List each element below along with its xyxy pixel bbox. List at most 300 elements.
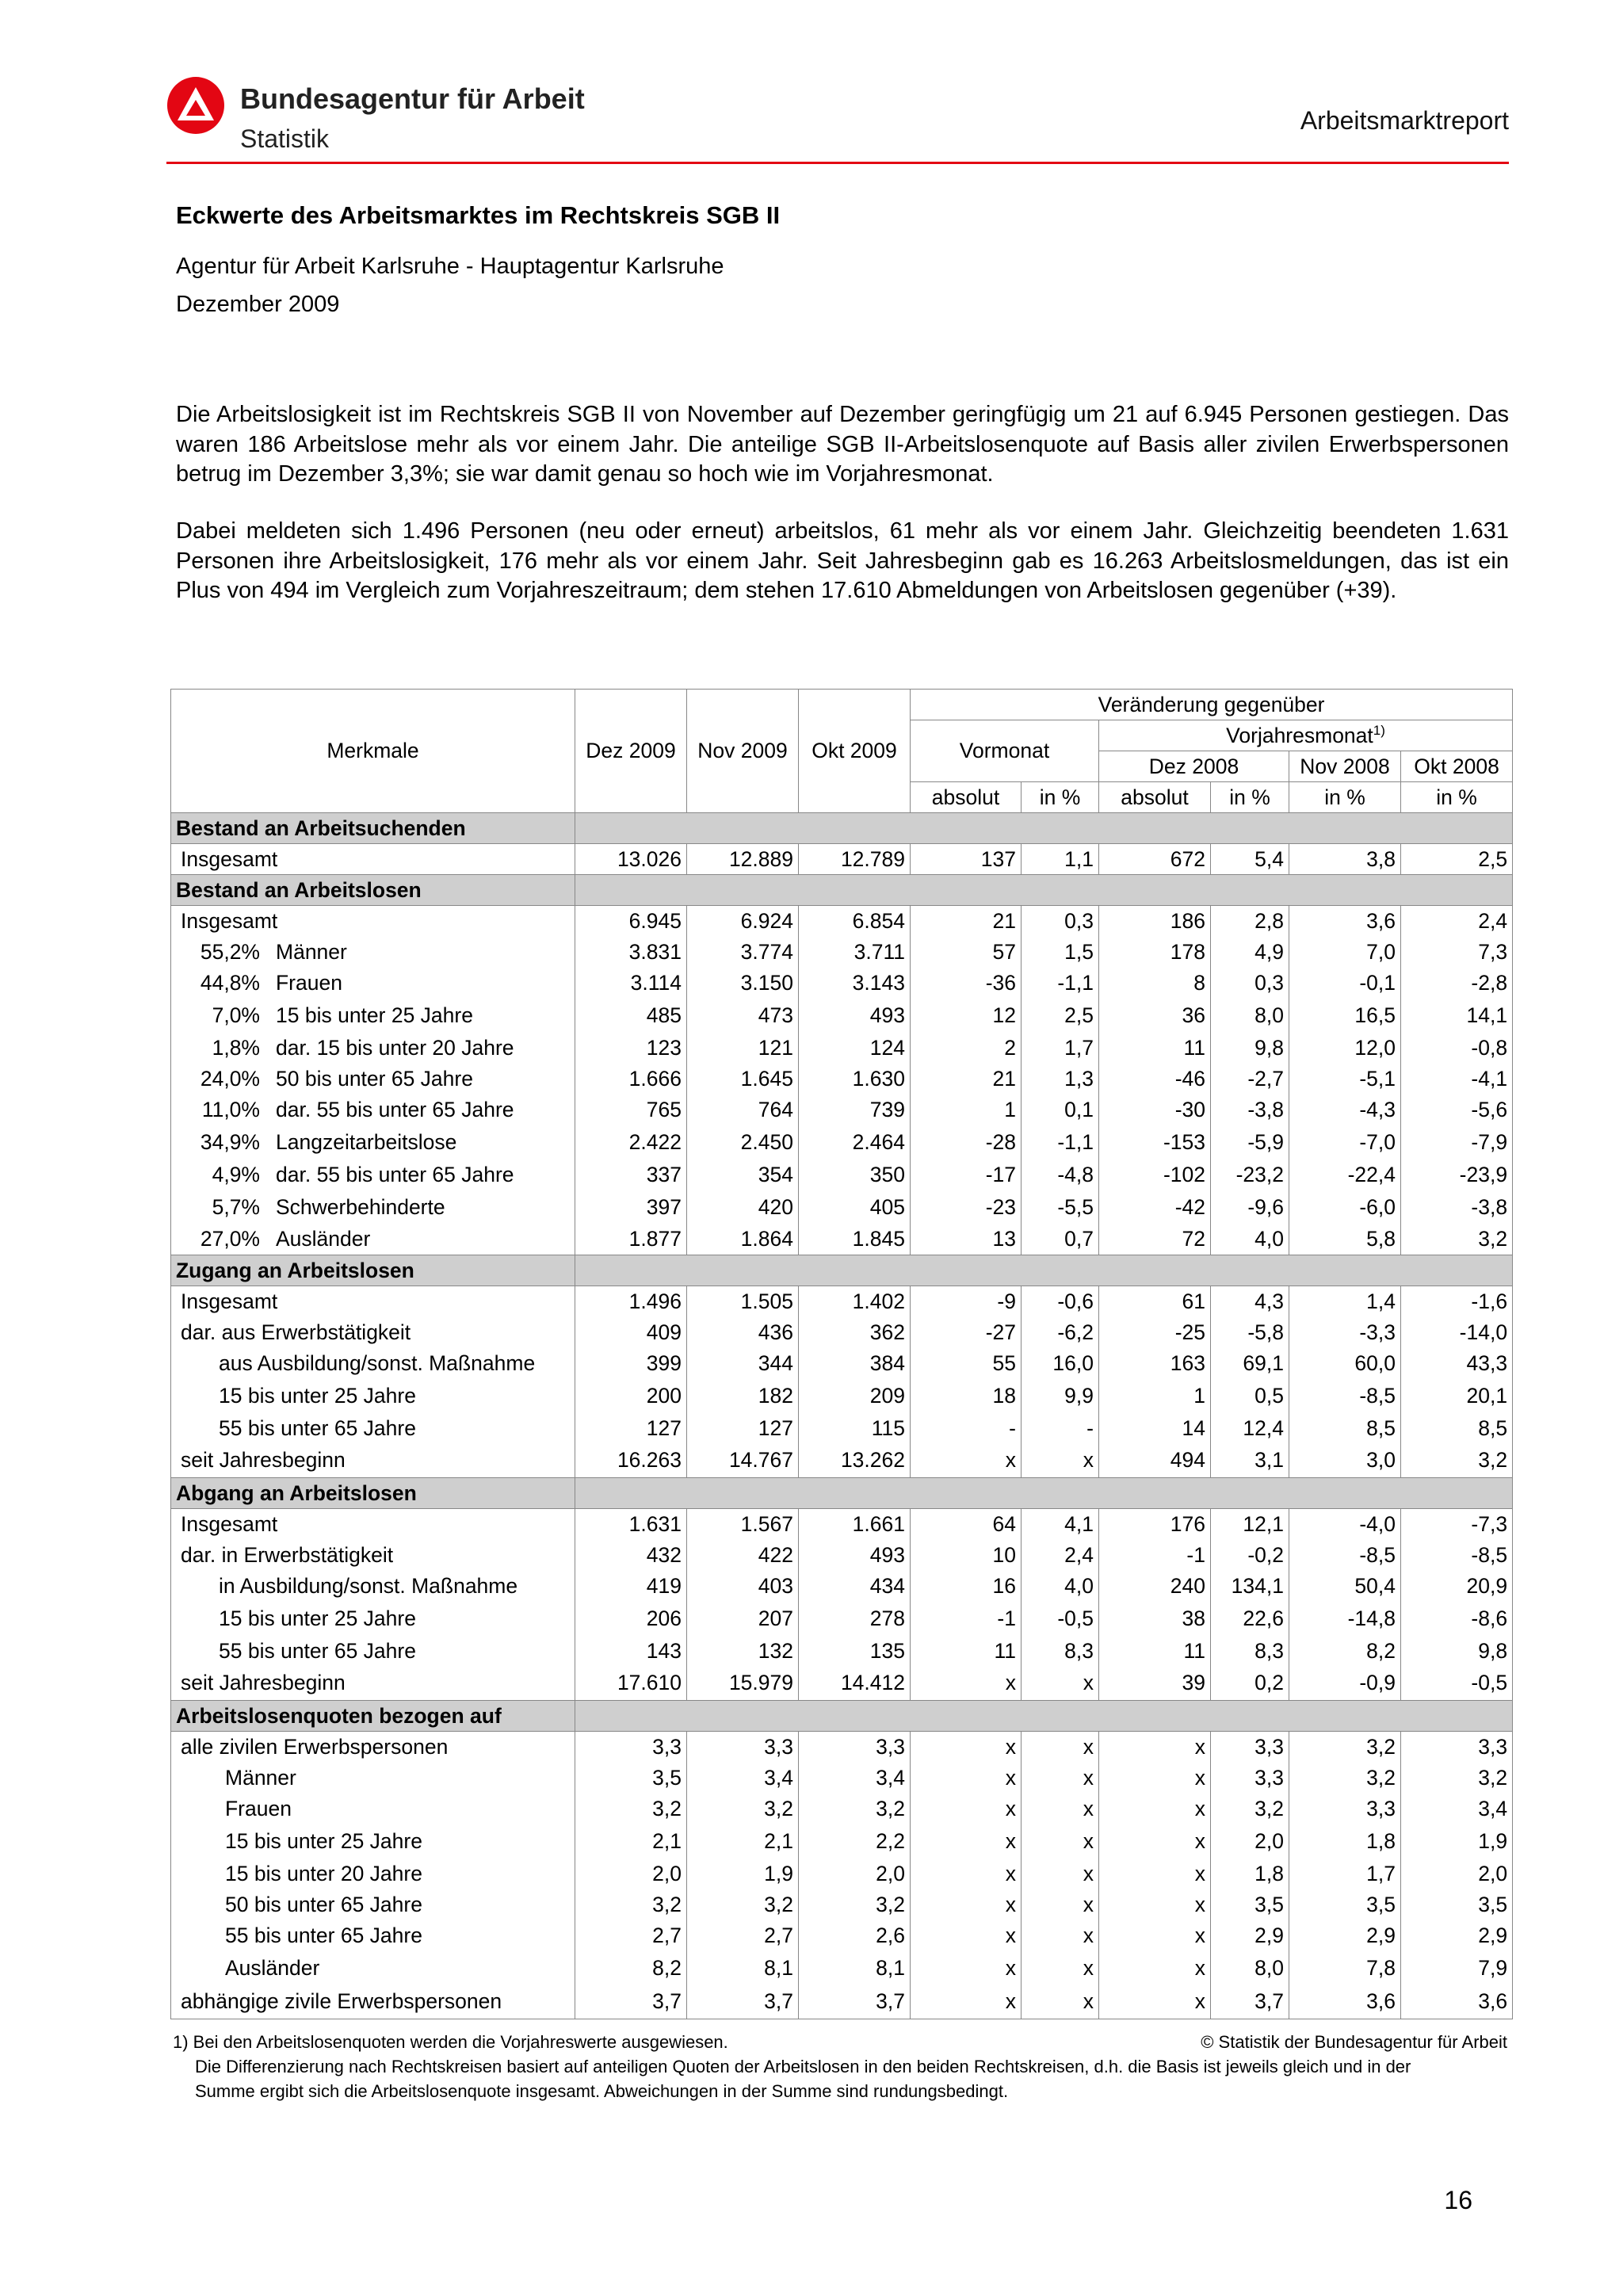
section-fill	[575, 1255, 1513, 1286]
cell-value: 493	[799, 1540, 911, 1571]
summary-paragraph-1: Die Arbeitslosigkeit ist im Rechtskreis SGB II von November auf Dezember geringfügig um 21 auf 6.945 Personen gestiegen. Das waren 186 Arbeitslose mehr als vor einem Jahr. Die anteilige SGB II-Arbeitslosenquote auf Basis aller zivilen Erwerbspersonen betrug im Dezember 3,3%; sie war damit genau so hoch wie im Vorjahresmonat.	[176, 402, 1509, 487]
header-rule	[166, 162, 1509, 164]
row-label-text: Männer	[225, 1765, 296, 1790]
table-body	[171, 813, 1513, 2019]
row-label-text: aus Ausbildung/sonst. Maßnahme	[219, 1350, 536, 1375]
cell-value: 2,8	[1211, 906, 1289, 937]
cell-value: x	[1022, 1444, 1099, 1478]
cell-value: -3,3	[1289, 1317, 1401, 1348]
cell-value: 8,5	[1289, 1413, 1401, 1444]
cell-value: -3,8	[1401, 1190, 1513, 1224]
cell-value: 7,3	[1401, 937, 1513, 968]
row-label-text: in Ausbildung/sonst. Maßnahme	[219, 1573, 518, 1598]
cell-value: 3,3	[1289, 1794, 1401, 1824]
cell-value: 12,1	[1211, 1509, 1289, 1540]
row-label	[171, 1286, 575, 1317]
cell-value: 6.945	[575, 906, 687, 937]
cell-value: -153	[1099, 1125, 1211, 1159]
cell-value: -17	[911, 1159, 1022, 1190]
cell-value: 3,4	[1401, 1794, 1513, 1824]
cell-value: -1,6	[1401, 1286, 1513, 1317]
row-label-text: 50 bis unter 65 Jahre	[276, 1066, 473, 1091]
section-label: Arbeitslosenquoten bezogen auf	[171, 1701, 575, 1732]
table-row	[171, 844, 1513, 875]
cell-value: 3,2	[1289, 1763, 1401, 1794]
cell-value: 397	[575, 1190, 687, 1224]
section-label: Bestand an Arbeitslosen	[171, 875, 575, 906]
cell-value: 2,0	[575, 1859, 687, 1889]
row-share: 27,0%	[200, 1227, 260, 1251]
cell-value: 43,3	[1401, 1348, 1513, 1379]
row-label-text: Insgesamt	[181, 1289, 278, 1313]
cell-value: 206	[575, 1602, 687, 1636]
cell-value: -5,9	[1211, 1125, 1289, 1159]
cell-value: -42	[1099, 1190, 1211, 1224]
cell-value: x	[911, 1763, 1022, 1794]
cell-value: 278	[799, 1602, 911, 1636]
cell-value: x	[1099, 1889, 1211, 1920]
cell-value: -14,8	[1289, 1602, 1401, 1636]
cell-value: -4,8	[1022, 1159, 1099, 1190]
cell-value: 14.412	[799, 1667, 911, 1701]
cell-value: 4,0	[1022, 1571, 1099, 1602]
row-share: 7,0%	[212, 1003, 260, 1027]
cell-value: -5,1	[1289, 1064, 1401, 1095]
cell-value: 134,1	[1211, 1571, 1289, 1602]
cell-value: 20,1	[1401, 1379, 1513, 1413]
row-label-text: 55 bis unter 65 Jahre	[219, 1415, 416, 1440]
cell-value: 10	[911, 1540, 1022, 1571]
cell-value: 8,0	[1211, 999, 1289, 1033]
row-share: 4,9%	[212, 1162, 260, 1186]
cell-value: 5,4	[1211, 844, 1289, 875]
cell-value: 176	[1099, 1509, 1211, 1540]
row-label	[171, 1159, 575, 1190]
cell-value: x	[1022, 1920, 1099, 1951]
cell-value: 1,5	[1022, 937, 1099, 968]
row-label	[171, 1379, 575, 1413]
cell-value: 3,6	[1289, 906, 1401, 937]
cell-value: 1.666	[575, 1064, 687, 1095]
cell-value: 1,1	[1022, 844, 1099, 875]
cell-value: 13.262	[799, 1444, 911, 1478]
cell-value: x	[1099, 1824, 1211, 1859]
table-row	[171, 968, 1513, 999]
cell-value: 1.496	[575, 1286, 687, 1317]
row-label	[171, 1348, 575, 1379]
cell-value: 3,3	[687, 1732, 799, 1763]
cell-value: 2.464	[799, 1125, 911, 1159]
cell-value: 7,9	[1401, 1951, 1513, 1985]
cell-value: 434	[799, 1571, 911, 1602]
cell-value: 3,1	[1211, 1444, 1289, 1478]
cell-value: 3.143	[799, 968, 911, 999]
cell-value: -3,8	[1211, 1095, 1289, 1125]
table-row	[171, 1379, 1513, 1413]
row-label	[171, 1224, 575, 1255]
row-label	[171, 1317, 575, 1348]
header-absolut: absolut	[911, 782, 1022, 813]
row-label-text: 15 bis unter 25 Jahre	[225, 1828, 422, 1853]
cell-value: 1.661	[799, 1509, 911, 1540]
footnote-3: Summe ergibt sich die Arbeitslosenquote insgesamt. Abweichungen in der Summe sind rundungsbedingt.	[195, 2081, 1009, 2101]
row-share: 44,8%	[200, 970, 260, 995]
cell-value: 8,3	[1211, 1636, 1289, 1667]
cell-value: 21	[911, 906, 1022, 937]
cell-value: 182	[687, 1379, 799, 1413]
cell-value: -	[911, 1413, 1022, 1444]
cell-value: 11	[911, 1636, 1022, 1667]
table-row	[171, 1732, 1513, 1763]
row-label-text: dar. aus Erwerbstätigkeit	[181, 1320, 411, 1344]
cell-value: 419	[575, 1571, 687, 1602]
cell-value: -36	[911, 968, 1022, 999]
cell-value: 399	[575, 1348, 687, 1379]
cell-value: -0,2	[1211, 1540, 1289, 1571]
row-label	[171, 1509, 575, 1540]
cell-value: 3,3	[575, 1732, 687, 1763]
cell-value: 384	[799, 1348, 911, 1379]
cell-value: -0,1	[1289, 968, 1401, 999]
cell-value: 12	[911, 999, 1022, 1033]
cell-value: 178	[1099, 937, 1211, 968]
cell-value: 3,7	[575, 1985, 687, 2019]
eckwerte-table	[170, 689, 1513, 2019]
header-absolut: absolut	[1099, 782, 1211, 813]
cell-value: 8,3	[1022, 1636, 1099, 1667]
cell-value: 1,8	[1289, 1824, 1401, 1859]
cell-value: 2,5	[1401, 844, 1513, 875]
cell-value: -0,8	[1401, 1033, 1513, 1064]
cell-value: -1	[1099, 1540, 1211, 1571]
cell-value: 1,7	[1289, 1859, 1401, 1889]
cell-value: 0,2	[1211, 1667, 1289, 1701]
cell-value: 132	[687, 1636, 799, 1667]
cell-value: 765	[575, 1095, 687, 1125]
row-label-text: Frauen	[276, 970, 342, 995]
row-label	[171, 1033, 575, 1064]
section-label: Bestand an Arbeitsuchenden	[171, 813, 575, 844]
header-vormonat: Vormonat	[911, 720, 1099, 782]
cell-value: x	[911, 1951, 1022, 1985]
row-label	[171, 1985, 575, 2019]
cell-value: 14	[1099, 1413, 1211, 1444]
cell-value: -27	[911, 1317, 1022, 1348]
row-label	[171, 1889, 575, 1920]
cell-value: 405	[799, 1190, 911, 1224]
row-label-text: abhängige zivile Erwerbspersonen	[181, 1989, 502, 2014]
cell-value: 3,4	[799, 1763, 911, 1794]
cell-value: 1.505	[687, 1286, 799, 1317]
header-nov2009: Nov 2009	[687, 690, 799, 813]
table-row	[171, 1763, 1513, 1794]
cell-value: 3,2	[799, 1889, 911, 1920]
cell-value: 2.422	[575, 1125, 687, 1159]
table-row	[171, 1636, 1513, 1667]
row-share: 11,0%	[201, 1097, 260, 1121]
cell-value: 764	[687, 1095, 799, 1125]
cell-value: -0,5	[1022, 1602, 1099, 1636]
table-row	[171, 1509, 1513, 1540]
cell-value: -9,6	[1211, 1190, 1289, 1224]
row-label	[171, 968, 575, 999]
cell-value: 3,2	[1289, 1732, 1401, 1763]
cell-value: 739	[799, 1095, 911, 1125]
cell-value: -0,6	[1022, 1286, 1099, 1317]
cell-value: 1.877	[575, 1224, 687, 1255]
section-fill	[575, 1701, 1513, 1732]
cell-value: 8,2	[1289, 1636, 1401, 1667]
page-number: 16	[1444, 2186, 1472, 2214]
row-label	[171, 1951, 575, 1985]
cell-value: x	[1022, 1732, 1099, 1763]
cell-value: 69,1	[1211, 1348, 1289, 1379]
cell-value: 124	[799, 1033, 911, 1064]
row-label-text: 15 bis unter 25 Jahre	[219, 1383, 416, 1408]
cell-value: 2,0	[1211, 1824, 1289, 1859]
section-row	[171, 1255, 1513, 1286]
cell-value: 20,9	[1401, 1571, 1513, 1602]
row-share: 5,7%	[212, 1194, 260, 1219]
cell-value: x	[911, 1732, 1022, 1763]
row-label-text: dar. 55 bis unter 65 Jahre	[276, 1162, 514, 1186]
cell-value: x	[1099, 1859, 1211, 1889]
table-row	[171, 1095, 1513, 1125]
cell-value: 61	[1099, 1286, 1211, 1317]
cell-value: 3,2	[799, 1794, 911, 1824]
cell-value: 2,9	[1289, 1920, 1401, 1951]
footnote-mark: 1)	[1373, 723, 1385, 739]
document-subtitle: Agentur für Arbeit Karlsruhe - Hauptagentur Karlsruhe	[176, 254, 724, 279]
cell-value: -1	[911, 1602, 1022, 1636]
header-nov2008: Nov 2008	[1289, 751, 1401, 782]
cell-value: x	[1099, 1951, 1211, 1985]
document-date: Dezember 2009	[176, 292, 340, 317]
cell-value: 3,5	[1289, 1889, 1401, 1920]
row-label-text: dar. 15 bis unter 20 Jahre	[276, 1035, 514, 1060]
cell-value: 8,5	[1401, 1413, 1513, 1444]
table-row	[171, 1571, 1513, 1602]
cell-value: 15.979	[687, 1667, 799, 1701]
section-row	[171, 813, 1513, 844]
cell-value: 3,2	[1401, 1224, 1513, 1255]
cell-value: 163	[1099, 1348, 1211, 1379]
cell-value: -4,1	[1401, 1064, 1513, 1095]
cell-value: 2,1	[575, 1824, 687, 1859]
cell-value: 60,0	[1289, 1348, 1401, 1379]
summary-paragraph-2: Dabei meldeten sich 1.496 Personen (neu oder erneut) arbeitslos, 61 mehr als vor einem Jahr. Gleichzeitig beendeten 1.631 Personen ihre Arbeitslosigkeit, 176 mehr als vor einem Jahr. Seit Jahresbeginn gab es 16.263 Arbeitslosmeldungen, das ist ein Plus von 494 im Vergleich zum Vorjahreszeitraum; dem stehen 17.610 Abmeldungen von Arbeitslosen gegenüber (+39).	[176, 518, 1509, 603]
row-label	[171, 999, 575, 1033]
cell-value: 36	[1099, 999, 1211, 1033]
row-label-text: 55 bis unter 65 Jahre	[219, 1638, 416, 1663]
cell-value: 3,2	[687, 1889, 799, 1920]
cell-value: 409	[575, 1317, 687, 1348]
cell-value: 1	[1099, 1379, 1211, 1413]
cell-value: 0,3	[1211, 968, 1289, 999]
cell-value: 127	[575, 1413, 687, 1444]
cell-value: 1.645	[687, 1064, 799, 1095]
cell-value: -22,4	[1289, 1159, 1401, 1190]
cell-value: 354	[687, 1159, 799, 1190]
cell-value: 494	[1099, 1444, 1211, 1478]
table-row	[171, 1159, 1513, 1190]
cell-value: 3,7	[799, 1985, 911, 2019]
cell-value: x	[1099, 1794, 1211, 1824]
cell-value: 1	[911, 1095, 1022, 1125]
cell-value: 436	[687, 1317, 799, 1348]
cell-value: 9,9	[1022, 1379, 1099, 1413]
section-row	[171, 1701, 1513, 1732]
cell-value: 485	[575, 999, 687, 1033]
cell-value: 2,4	[1022, 1540, 1099, 1571]
cell-value: -102	[1099, 1159, 1211, 1190]
table-row	[171, 1889, 1513, 1920]
cell-value: 422	[687, 1540, 799, 1571]
header-merkmale: Merkmale	[171, 690, 575, 813]
cell-value: -6,2	[1022, 1317, 1099, 1348]
cell-value: x	[1099, 1763, 1211, 1794]
cell-value: 4,9	[1211, 937, 1289, 968]
cell-value: x	[911, 1794, 1022, 1824]
cell-value: -23,9	[1401, 1159, 1513, 1190]
cell-value: 2,1	[687, 1824, 799, 1859]
cell-value: x	[1099, 1920, 1211, 1951]
table-row	[171, 1317, 1513, 1348]
table-row	[171, 1985, 1513, 2019]
table-row	[171, 1667, 1513, 1701]
cell-value: 0,5	[1211, 1379, 1289, 1413]
cell-value: 11	[1099, 1033, 1211, 1064]
row-label	[171, 1444, 575, 1478]
cell-value: 12,0	[1289, 1033, 1401, 1064]
row-label	[171, 1095, 575, 1125]
cell-value: 7,0	[1289, 937, 1401, 968]
row-label-text: seit Jahresbeginn	[181, 1671, 346, 1695]
row-label	[171, 1190, 575, 1224]
row-share: 1,8%	[212, 1035, 260, 1060]
cell-value: -1,1	[1022, 968, 1099, 999]
cell-value: 344	[687, 1348, 799, 1379]
cell-value: -23,2	[1211, 1159, 1289, 1190]
cell-value: 16.263	[575, 1444, 687, 1478]
table-row	[171, 1794, 1513, 1824]
report-name: Arbeitsmarktreport	[1300, 106, 1509, 135]
cell-value: x	[1022, 1985, 1099, 2019]
cell-value: x	[911, 1985, 1022, 2019]
cell-value: x	[1022, 1763, 1099, 1794]
cell-value: 50,4	[1289, 1571, 1401, 1602]
table-row	[171, 1286, 1513, 1317]
header-dez2008: Dez 2008	[1099, 751, 1289, 782]
cell-value: x	[1022, 1889, 1099, 1920]
section-label: Zugang an Arbeitslosen	[171, 1255, 575, 1286]
table-row	[171, 1824, 1513, 1859]
cell-value: 123	[575, 1033, 687, 1064]
cell-value: 240	[1099, 1571, 1211, 1602]
cell-value: -30	[1099, 1095, 1211, 1125]
cell-value: 4,0	[1211, 1224, 1289, 1255]
cell-value: 1.630	[799, 1064, 911, 1095]
row-label-text: 15 bis unter 25 Jahre	[219, 1606, 416, 1630]
table-row	[171, 906, 1513, 937]
section-fill	[575, 1478, 1513, 1509]
cell-value: 11	[1099, 1636, 1211, 1667]
cell-value: 16,0	[1022, 1348, 1099, 1379]
row-label	[171, 1602, 575, 1636]
cell-value: -8,5	[1289, 1540, 1401, 1571]
row-label	[171, 937, 575, 968]
cell-value: x	[911, 1859, 1022, 1889]
cell-value: 3.774	[687, 937, 799, 968]
cell-value: 1.567	[687, 1509, 799, 1540]
brand-subtitle: Statistik	[240, 124, 330, 153]
cell-value: 2,6	[799, 1920, 911, 1951]
cell-value: 21	[911, 1064, 1022, 1095]
header-dez2009: Dez 2009	[575, 690, 687, 813]
cell-value: 2.450	[687, 1125, 799, 1159]
table-row	[171, 1444, 1513, 1478]
row-label	[171, 1571, 575, 1602]
cell-value: 3.831	[575, 937, 687, 968]
cell-value: -1,1	[1022, 1125, 1099, 1159]
cell-value: -5,6	[1401, 1095, 1513, 1125]
footnote-2: Die Differenzierung nach Rechtskreisen basiert auf anteiligen Quoten der Arbeitslosen in den beiden Rechtskreisen, d.h. die Basis ist jeweils gleich und in der	[195, 2057, 1411, 2076]
cell-value: 2	[911, 1033, 1022, 1064]
cell-value: 1.845	[799, 1224, 911, 1255]
cell-value: 209	[799, 1379, 911, 1413]
cell-value: 3,5	[575, 1763, 687, 1794]
cell-value: 1.631	[575, 1509, 687, 1540]
row-label-text: Insgesamt	[181, 846, 278, 871]
row-label-text: seit Jahresbeginn	[181, 1448, 346, 1473]
cell-value: 8,1	[799, 1951, 911, 1985]
row-label	[171, 1636, 575, 1667]
section-fill	[575, 875, 1513, 906]
cell-value: 135	[799, 1636, 911, 1667]
cell-value: 3,3	[1211, 1763, 1289, 1794]
cell-value: 200	[575, 1379, 687, 1413]
cell-value: 473	[687, 999, 799, 1033]
cell-value: 3,6	[1401, 1985, 1513, 2019]
cell-value: 3,5	[1401, 1889, 1513, 1920]
row-label-text: 15 bis unter 20 Jahre	[225, 1861, 422, 1885]
cell-value: 12,4	[1211, 1413, 1289, 1444]
cell-value: 1.864	[687, 1224, 799, 1255]
cell-value: 2,0	[799, 1859, 911, 1889]
section-row	[171, 875, 1513, 906]
cell-value: 0,1	[1022, 1095, 1099, 1125]
row-label	[171, 1540, 575, 1571]
row-label-text: dar. in Erwerbstätigkeit	[181, 1542, 394, 1567]
row-label	[171, 1824, 575, 1859]
cell-value: 2,9	[1211, 1920, 1289, 1951]
cell-value: 12.789	[799, 844, 911, 875]
cell-value: x	[1022, 1667, 1099, 1701]
table-row	[171, 1224, 1513, 1255]
cell-value: -23	[911, 1190, 1022, 1224]
header-vorjahresmonat: Vorjahresmonat$^{1)}$	[1099, 720, 1513, 751]
table-row	[171, 1033, 1513, 1064]
cell-value: -25	[1099, 1317, 1211, 1348]
cell-value: 420	[687, 1190, 799, 1224]
header-veraenderung: Veränderung gegenüber	[911, 690, 1513, 720]
copyright-note: © Statistik der Bundesagentur für Arbeit	[1201, 2032, 1507, 2052]
cell-value: 2,0	[1401, 1859, 1513, 1889]
cell-value: 72	[1099, 1224, 1211, 1255]
cell-value: 121	[687, 1033, 799, 1064]
cell-value: -8,5	[1289, 1379, 1401, 1413]
table-row	[171, 1190, 1513, 1224]
